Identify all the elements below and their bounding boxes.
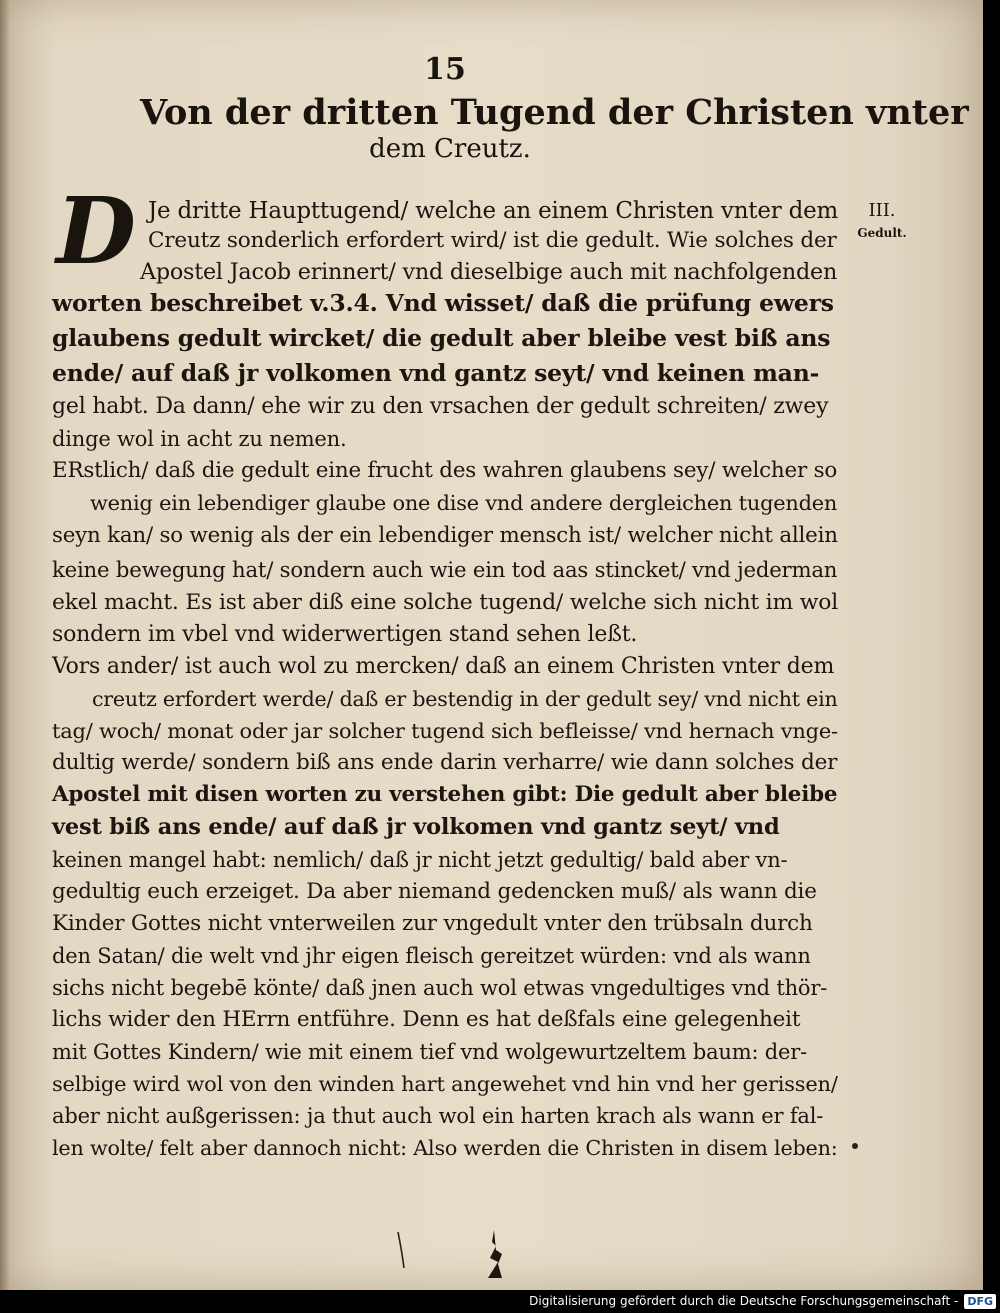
ornamental-initial: D <box>56 177 136 285</box>
body-line: Kinder Gottes nicht vnterweilen zur vngedult vnter den trübsaln durch <box>52 911 813 936</box>
body-line: sondern im vbel vnd widerwertigen stand sehen leßt. <box>52 622 638 647</box>
body-line: den Satan/ die welt vnd jhr eigen fleisch gereitzet würden: vnd als wann <box>52 944 811 968</box>
body-line: ERstlich/ daß die gedult eine frucht des wahren glaubens sey/ welcher so <box>52 458 838 483</box>
body-line: wenig ein lebendiger glaube one dise vnd andere dergleichen tugenden <box>90 491 838 515</box>
body-line: ekel macht. Es ist aber diß eine solche tugend/ welche sich nicht im wol <box>52 590 838 615</box>
body-line: gedultig euch erzeiget. Da aber niemand gedencken muß/ als wann die <box>52 879 817 904</box>
body-line: selbige wird wol von den winden hart angewehet vnd hin vnd her gerissen/ <box>52 1072 838 1096</box>
body-line: gel habt. Da dann/ ehe wir zu den vrsachen der gedult schreiten/ zwey <box>52 394 829 419</box>
body-line: len wolte/ felt aber dannoch nicht: Also werden die Christen in disem leben: <box>52 1136 838 1160</box>
body-line: dultig werde/ sondern biß ans ende darin verharre/ wie dann solches der <box>52 750 838 775</box>
body-line: Apostel Jacob erinnert/ vnd dieselbige auch mit nachfolgenden <box>140 259 838 285</box>
body-line: tag/ woch/ monat oder jar solcher tugend sich befleisse/ vnd hernach vnge- <box>52 719 838 743</box>
body-line: Je dritte Haupttugend/ welche an einem Christen vnter dem <box>148 198 839 224</box>
body-line: ende/ auf daß jr volkomen vnd gantz seyt/ vnd keinen man- <box>52 359 820 387</box>
margin-note-numeral: III. <box>868 200 896 221</box>
chapter-heading: Von der dritten Tugend der Christen vnter <box>140 92 969 133</box>
body-line: creutz erfordert werde/ daß er bestendig in der gedult sey/ vnd nicht ein <box>92 687 838 711</box>
body-line: sichs nicht begebē könte/ daß jnen auch wol etwas vngedultiges vnd thör- <box>52 976 828 1000</box>
page-number: 15 <box>424 52 466 87</box>
ink-dot <box>852 1143 858 1149</box>
margin-note-label: Gedult. <box>857 226 907 240</box>
body-line: dinge wol in acht zu nemen. <box>52 427 347 451</box>
digitization-credit-text: Digitalisierung gefördert durch die Deutsche Forschungsgemeinschaft - <box>529 1294 959 1308</box>
body-line: vest biß ans ende/ auf daß jr volkomen vnd gantz seyt/ vnd <box>52 814 780 840</box>
body-line: seyn kan/ so wenig als der ein lebendiger mensch ist/ welcher nicht allein <box>52 523 838 548</box>
ink-stroke-mark <box>396 1230 406 1270</box>
dfg-logo: DFG <box>964 1294 996 1309</box>
body-line: Vors ander/ ist auch wol zu mercken/ daß an einem Christen vnter dem <box>52 654 835 679</box>
body-line: glaubens gedult wircket/ die gedult aber bleibe vest biß ans <box>52 324 831 352</box>
page-edge-shadow <box>0 0 10 1290</box>
body-line: aber nicht außgerissen: ja thut auch wol ein harten krach als wann er fal- <box>52 1104 824 1128</box>
body-line: keinen mangel habt: nemlich/ daß jr nicht jetzt gedultig/ bald aber vn- <box>52 848 788 872</box>
body-line: Apostel mit disen worten zu verstehen gibt: Die gedult aber bleibe <box>52 782 838 807</box>
body-line: mit Gottes Kindern/ wie mit einem tief vnd wolgewurtzeltem baum: der- <box>52 1040 807 1064</box>
body-line: keine bewegung hat/ sondern auch wie ein tod aas stincket/ vnd jederman <box>52 557 838 582</box>
margin-note <box>852 200 912 244</box>
chapter-heading-continuation: dem Creutz. <box>369 134 531 164</box>
body-line: lichs wider den HErrn entführe. Denn es hat deßfals eine gelegenheit <box>52 1007 801 1032</box>
body-line: Creutz sonderlich erfordert wird/ ist die gedult. Wie solches der <box>148 228 837 253</box>
digitization-credit <box>529 1292 996 1310</box>
body-line: worten beschreibet v.3.4. Vnd wisset/ daß die prüfung ewers <box>52 289 834 317</box>
catchword-ornament <box>482 1228 506 1280</box>
